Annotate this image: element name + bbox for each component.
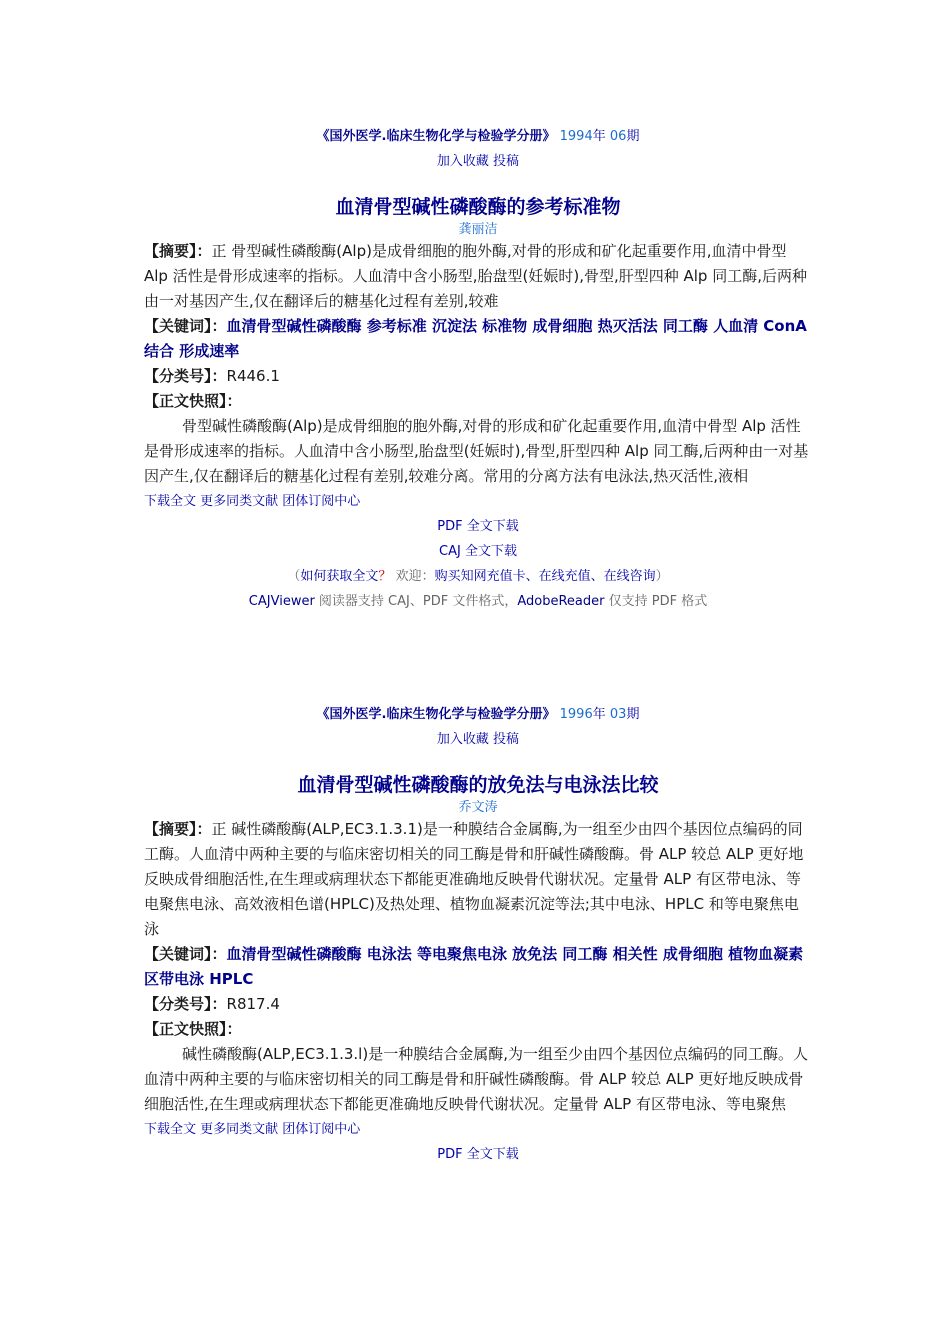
- abstract-label: 【摘要】：: [144, 242, 212, 260]
- author[interactable]: 龚丽洁: [458, 222, 498, 237]
- keywords-label: 【关键词】：: [144, 317, 227, 335]
- journal-year: 1996: [559, 707, 593, 722]
- journal-name[interactable]: 《国外医学.临床生物化学与检验学分册》: [316, 129, 556, 144]
- class-label: 【分类号】：: [144, 995, 227, 1013]
- abstract: [144, 239, 812, 314]
- purchase-options-link[interactable]: 购买知网充值卡、在线充值、在线咨询: [434, 569, 656, 584]
- keywords-text[interactable]: 血清骨型碱性磷酸酶 参考标准 沉淀法 标准物 成骨细胞 热灭活法 同工酶 人血清 ConA 结合 形成速率: [144, 317, 807, 360]
- keywords-text[interactable]: 血清骨型碱性磷酸酶 电泳法 等电聚焦电泳 放免法 同工酶 相关性 成骨细胞 植物血凝素 区带电泳 HPLC: [144, 945, 804, 988]
- favorite-submit-links[interactable]: 加入收藏 投稿: [436, 154, 520, 169]
- journal-line: 《国外医学.临床生物化学与检验学分册》 1996年 03期: [316, 707, 640, 722]
- article-1: [144, 124, 812, 614]
- article-2: [144, 702, 812, 1167]
- cajviewer-link[interactable]: CAJViewer: [248, 594, 315, 609]
- author[interactable]: 乔文涛: [458, 800, 498, 815]
- snapshot-text: 骨型碱性磷酸酶(Alp)是成骨细胞的胞外酶,对骨的形成和矿化起重要作用,血清中骨型 Alp 活性是骨形成速率的指标。人血清中含小肠型,胎盘型(妊娠时),骨型,肝型四种 Alp 同工酶,后两种由一对基因产生,仅在翻译后的糖基化过程有差别,较难分离。常用的分离方法有电泳法,热灭活性,液相: [144, 417, 809, 485]
- class-number: R446.1: [226, 367, 280, 385]
- abstract-text: 正 碱性磷酸酶(ALP,EC3.1.3.1)是一种膜结合金属酶,为一组至少由四个基因位点编码的同工酶。人血清中两种主要的与临床密切相关的同工酶是骨和肝碱性磷酸酶。骨 ALP 较总 ALP 更好地反映成骨细胞活性,在生理或病理状态下都能更准确地反映骨代谢状况。定量骨 ALP 有区带电泳、等电聚焦电泳、高效液相色谱(HPLC)及热处理、植物血凝素沉淀等法;其中电泳、HPLC 和等电聚焦电泳: [144, 820, 804, 938]
- journal-year: 1994: [559, 129, 593, 144]
- pdf-download-link[interactable]: PDF 全文下载: [437, 519, 519, 534]
- classification: [144, 992, 812, 1017]
- adobereader-link[interactable]: AdobeReader: [517, 594, 605, 609]
- abstract: [144, 817, 812, 942]
- journal-line: 《国外医学.临床生物化学与检验学分册》 1994年 06期: [316, 129, 640, 144]
- abstract-text: 正 骨型碱性磷酸酶(Alp)是成骨细胞的胞外酶,对骨的形成和矿化起重要作用,血清中骨型 Alp 活性是骨形成速率的指标。人血清中含小肠型,胎盘型(妊娠时),骨型,肝型四种 Alp 同工酶,后两种由一对基因产生,仅在翻译后的糖基化过程有差别,较难: [144, 242, 807, 310]
- article-title[interactable]: 血清骨型碱性磷酸酶的参考标准物: [335, 196, 621, 218]
- journal-issue: 03: [609, 707, 627, 722]
- snapshot-label: 【正文快照】：: [144, 1020, 242, 1038]
- keywords: [144, 314, 812, 364]
- class-number: R817.4: [226, 995, 280, 1013]
- journal-issue: 06: [609, 129, 627, 144]
- caj-download-link[interactable]: CAJ 全文下载: [439, 544, 517, 559]
- how-to-get-note: （如何获取全文？ 欢迎：购买知网充值卡、在线充值、在线咨询）: [287, 569, 669, 584]
- question-mark: ？: [378, 569, 392, 584]
- snapshot-label: 【正文快照】：: [144, 392, 242, 410]
- snapshot-label-row: [144, 1017, 812, 1042]
- classification: [144, 364, 812, 389]
- snapshot-label-row: [144, 389, 812, 414]
- journal-name[interactable]: 《国外医学.临床生物化学与检验学分册》: [316, 707, 556, 722]
- snapshot-text: 碱性磷酸酶(ALP,EC3.1.3.l)是一种膜结合金属酶,为一组至少由四个基因位点编码的同工酶。人血清中两种主要的与临床密切相关的同工酶是骨和肝碱性磷酸酶。骨 ALP 较总 ALP 更好地反映成骨细胞活性,在生理或病理状态下都能更准确地反映骨代谢状况。定量骨 ALP 有区带电泳、等电聚焦: [144, 1045, 808, 1113]
- abstract-label: 【摘要】：: [144, 820, 212, 838]
- favorite-submit-links[interactable]: 加入收藏 投稿: [436, 732, 520, 747]
- article-title[interactable]: 血清骨型碱性磷酸酶的放免法与电泳法比较: [297, 774, 659, 796]
- pdf-download-link[interactable]: PDF 全文下载: [437, 1147, 519, 1162]
- keywords: [144, 942, 812, 992]
- download-links[interactable]: 下载全文 更多同类文献 团体订阅中心: [144, 1122, 361, 1137]
- class-label: 【分类号】：: [144, 367, 227, 385]
- how-to-get-link[interactable]: 如何获取全文: [300, 569, 379, 584]
- keywords-label: 【关键词】：: [144, 945, 227, 963]
- download-links[interactable]: 下载全文 更多同类文献 团体订阅中心: [144, 494, 361, 509]
- reader-note: CAJViewer 阅读器支持 CAJ、PDF 文件格式，AdobeReader 仅支持 PDF 格式: [248, 594, 708, 609]
